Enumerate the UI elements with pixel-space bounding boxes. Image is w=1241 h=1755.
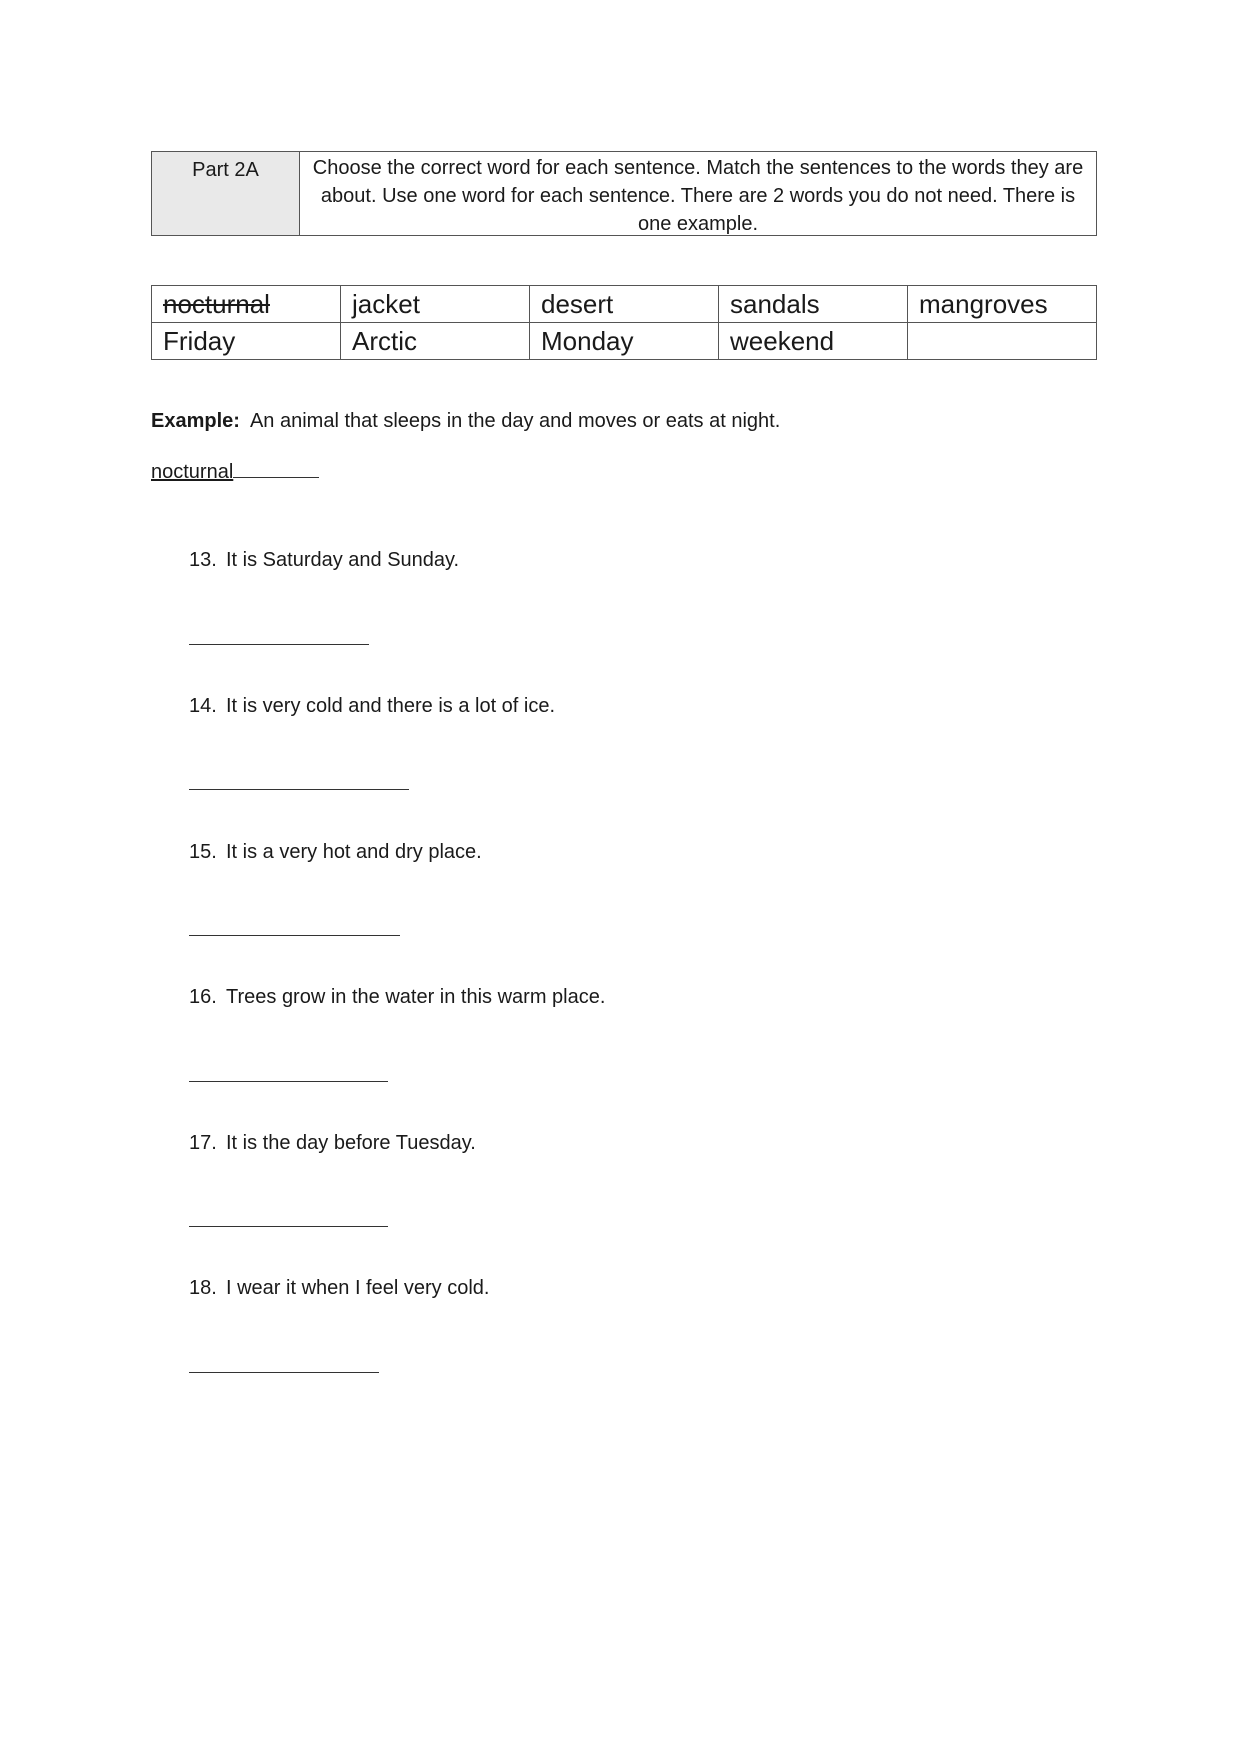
question-18 [189,1274,489,1302]
answer-blank-14[interactable] [189,789,409,790]
struck-word: nocturnal [163,289,270,319]
word-bank-cell: Friday [152,323,341,360]
example-text: An animal that sleeps in the day and moves or eats at night. [249,410,781,432]
answer-blank-15[interactable] [189,935,400,936]
example-label: Example: [151,410,240,432]
part-label: Part 2A [152,152,300,235]
answer-blank-17[interactable] [189,1226,388,1227]
word-bank-cell: weekend [719,323,908,360]
question-number: 17. [189,1132,217,1154]
question-16 [189,983,605,1011]
answer-blank-16[interactable] [189,1081,388,1082]
example-sentence [151,407,780,435]
word-bank-cell-empty [908,323,1097,360]
question-number: 13. [189,549,217,571]
word-bank-cell: sandals [719,286,908,323]
instructions-text: Choose the correct word for each sentence. Match the sentences to the words they are about. Use one word for each sentence. There are 2 words you do not need. There is one example. [312,157,1084,235]
example-answer [151,455,319,486]
question-15 [189,838,482,866]
instruction-header [151,151,1097,236]
word-bank-row [152,286,1097,323]
question-number: 16. [189,986,217,1008]
question-text: I wear it when I feel very cold. [226,1277,490,1299]
example-answer-line [233,455,319,478]
word-bank-cell: Monday [530,323,719,360]
question-text: It is Saturday and Sunday. [226,549,460,571]
question-14 [189,692,555,720]
word-bank-cell: jacket [341,286,530,323]
example-answer-word: nocturnal [151,461,234,483]
question-text: It is very cold and there is a lot of ice. [226,695,556,717]
word-bank-cell: Arctic [341,323,530,360]
question-text: It is the day before Tuesday. [226,1132,476,1154]
question-text: It is a very hot and dry place. [226,841,482,863]
word-bank-cell: desert [530,286,719,323]
question-text: Trees grow in the water in this warm place. [226,986,606,1008]
question-number: 14. [189,695,217,717]
question-13 [189,546,459,574]
answer-blank-18[interactable] [189,1372,379,1373]
word-bank-cell: mangroves [908,286,1097,323]
question-number: 18. [189,1277,217,1299]
word-bank-table [151,285,1097,360]
word-bank-row [152,323,1097,360]
question-number: 15. [189,841,217,863]
question-17 [189,1129,476,1157]
answer-blank-13[interactable] [189,644,369,645]
word-bank-cell [152,286,341,323]
